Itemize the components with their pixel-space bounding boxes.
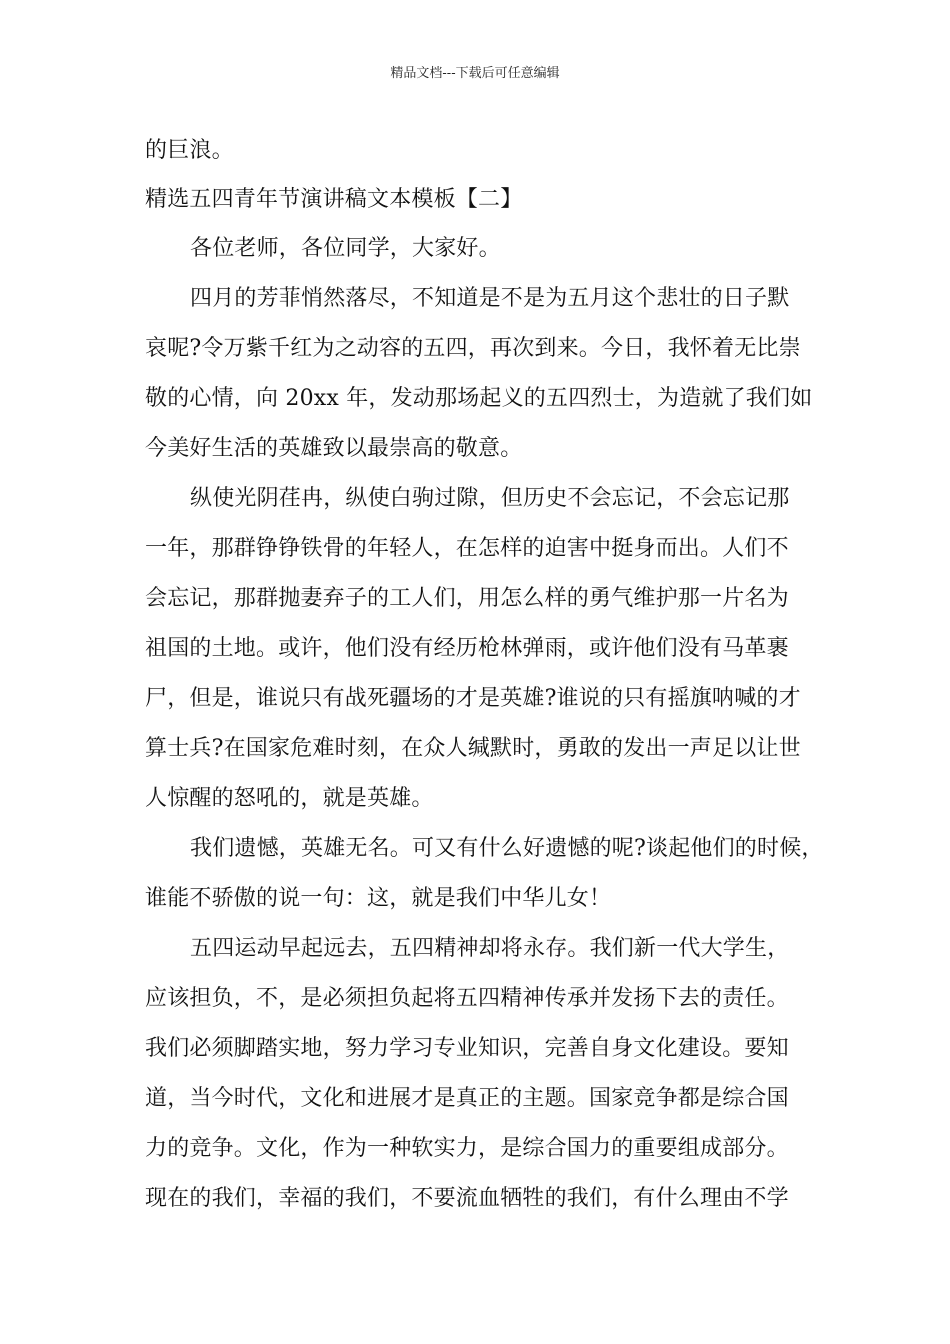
text-line: 祖国的土地。或许，他们没有经历枪林弹雨，或许他们没有马革裹 bbox=[145, 636, 789, 661]
text-line: 哀呢?令万紫千红为之动容的五四，再次到来。今日，我怀着无比崇 bbox=[145, 336, 801, 361]
text-line: 一年，那群铮铮铁骨的年轻人，在怎样的迫害中挺身而出。人们不 bbox=[145, 536, 789, 561]
text-line: 算士兵?在国家危难时刻，在众人缄默时，勇敢的发出一声足以让世 bbox=[145, 736, 801, 761]
text-line: 现在的我们，幸福的我们，不要流血牺牲的我们，有什么理由不学 bbox=[145, 1186, 789, 1211]
text-line: 我们必须脚踏实地，努力学习专业知识，完善自身文化建设。要知 bbox=[145, 1036, 789, 1061]
text-line: 五四运动早起远去，五四精神却将永存。我们新一代大学生， bbox=[190, 936, 790, 961]
text-line: 敬的心情，向 20xx 年，发动那场起义的五四烈士，为造就了我们如 bbox=[145, 386, 813, 411]
text-line: 四月的芳菲悄然落尽，不知道是不是为五月这个悲壮的日子默 bbox=[190, 286, 790, 311]
section-heading: 精选五四青年节演讲稿文本模板【二】 bbox=[145, 187, 523, 212]
text-line: 纵使光阴荏冉，纵使白驹过隙，但历史不会忘记，不会忘记那 bbox=[190, 486, 790, 511]
page-header: 精品文档---下载后可任意编辑 bbox=[390, 66, 560, 81]
text-line: 会忘记，那群抛妻弃子的工人们，用怎么样的勇气维护那一片名为 bbox=[145, 586, 789, 611]
text-line: 道，当今时代，文化和进展才是真正的主题。国家竞争都是综合国 bbox=[145, 1086, 789, 1111]
text-line: 的巨浪。 bbox=[145, 138, 234, 163]
text-line: 人惊醒的怒吼的，就是英雄。 bbox=[145, 786, 434, 811]
text-line: 今美好生活的英雄致以最崇高的敬意。 bbox=[145, 436, 523, 461]
text-line: 我们遗憾，英雄无名。可又有什么好遗憾的呢?谈起他们的时候， bbox=[190, 836, 824, 861]
text-line: 应该担负，不，是必须担负起将五四精神传承并发扬下去的责任。 bbox=[145, 986, 789, 1011]
text-line: 力的竞争。文化，作为一种软实力，是综合国力的重要组成部分。 bbox=[145, 1136, 789, 1161]
text-line: 各位老师，各位同学，大家好。 bbox=[190, 236, 501, 261]
text-line: 尸，但是，谁说只有战死疆场的才是英雄?谁说的只有摇旗呐喊的才 bbox=[145, 686, 801, 711]
text-line: 谁能不骄傲的说一句：这，就是我们中华儿女！ bbox=[145, 886, 612, 911]
